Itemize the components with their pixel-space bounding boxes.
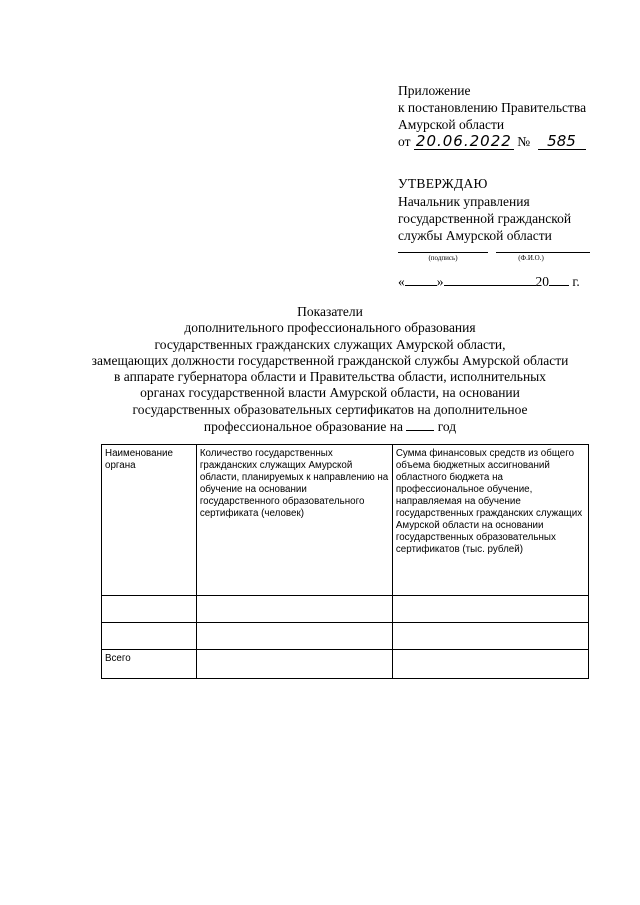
name-caption: (Ф.И.О.) xyxy=(518,254,544,262)
close-quote: » xyxy=(436,274,444,289)
name-line xyxy=(496,252,590,253)
approval-date-row xyxy=(398,273,580,290)
table-row xyxy=(102,596,589,623)
table-cell xyxy=(392,596,588,623)
appendix-line-resolution: к постановлению Правительства xyxy=(398,100,587,115)
header-employee-count: Количество государственных гражданских служащих Амурской области, планируемых к направлению на обучение на основании государственного образовательного сертификата (человек) xyxy=(196,445,392,596)
heading-line-7: государственных образовательных сертификатов на дополнительное xyxy=(132,401,528,417)
table-row xyxy=(102,623,589,650)
approval-block xyxy=(398,175,571,244)
header-funding-amount: Сумма финансовых средств из общего объема бюджетных ассигнований областного бюджета на профессиональное обучение, направляемая на обучение государственных гражданских служащих Амурской области на основании государственных образовательных сертификатов (тыс. рублей) xyxy=(392,445,588,596)
open-quote: « xyxy=(398,274,405,289)
heading-line-6: органах государственной власти Амурской области, на основании xyxy=(140,385,520,401)
table-cell xyxy=(102,623,197,650)
heading-line-2: дополнительного профессионального образования xyxy=(184,320,476,336)
heading-line-4: замещающих должности государственной гражданской службы Амурской области xyxy=(91,352,569,368)
indicators-table xyxy=(101,444,589,679)
table-cell xyxy=(102,596,197,623)
heading-title: Показатели xyxy=(297,304,363,319)
appendix-date-number xyxy=(398,133,586,150)
heading-line-3: государственных гражданских служащих Амурской области, xyxy=(154,336,506,352)
day-blank xyxy=(405,273,437,286)
heading-line-5: в аппарате губернатора области и Правительства области, исполнительных xyxy=(114,369,546,385)
handwritten-number: 585 xyxy=(538,133,586,150)
approval-line-service: службы Амурской области xyxy=(398,228,552,243)
signature-line xyxy=(398,252,488,253)
year-blank-heading xyxy=(406,418,434,431)
approval-line-department: государственной гражданской xyxy=(398,211,572,226)
year-blank xyxy=(549,273,569,286)
table-cell xyxy=(196,596,392,623)
approval-title: УТВЕРЖДАЮ xyxy=(398,176,488,191)
heading-line-8 xyxy=(90,418,570,435)
heading-line-8-prefix: профессиональное образование на xyxy=(203,419,403,435)
table-cell xyxy=(196,623,392,650)
table-header-row xyxy=(102,445,589,596)
header-organ-name: Наименование органа xyxy=(102,445,197,596)
date-prefix: от xyxy=(398,134,411,149)
appendix-line-region: Амурской области xyxy=(398,117,505,132)
appendix-block xyxy=(398,82,586,150)
handwritten-date: 20.06.2022 xyxy=(414,133,514,150)
appendix-title: Приложение xyxy=(398,83,471,98)
heading-line-8-suffix: год xyxy=(437,419,457,435)
signature-caption: (подпись) xyxy=(428,254,458,262)
year-prefix: 20 xyxy=(535,274,549,289)
signature-row xyxy=(398,252,590,266)
table-total-row xyxy=(102,650,589,679)
table-cell xyxy=(392,623,588,650)
year-suffix: г. xyxy=(572,274,580,289)
month-blank xyxy=(444,273,536,286)
document-heading xyxy=(90,304,570,435)
table-cell xyxy=(392,650,588,679)
approval-line-position: Начальник управления xyxy=(398,194,530,209)
total-label: Всего xyxy=(102,650,197,679)
table-cell xyxy=(196,650,392,679)
number-sign: № xyxy=(517,134,531,149)
